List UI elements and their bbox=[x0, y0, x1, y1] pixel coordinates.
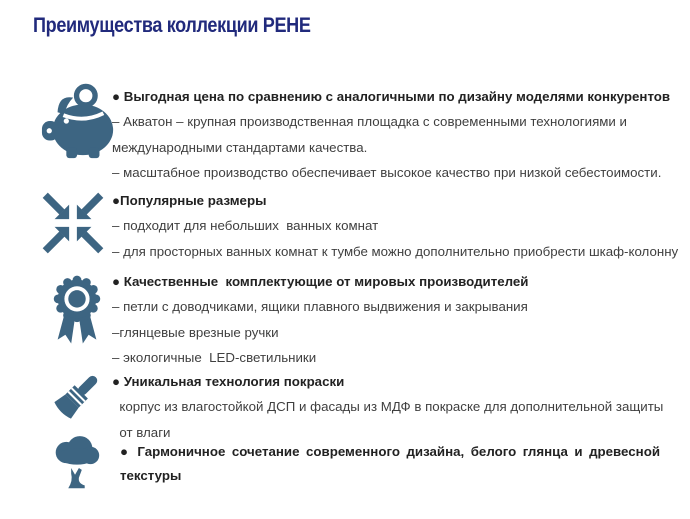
feature-line: – петли с доводчиками, ящики плавного выдвижения и закрывания bbox=[112, 299, 528, 315]
feature-block-sizes bbox=[112, 188, 684, 264]
award-medal-icon bbox=[46, 273, 108, 348]
paint-brush-icon bbox=[45, 369, 105, 429]
feature-line: – экологичные LED-светильники bbox=[112, 349, 317, 365]
feature-block-paint bbox=[112, 369, 684, 445]
feature-heading: ●Популярные размеры bbox=[112, 193, 267, 208]
feature-heading: ● Уникальная технология покраски bbox=[112, 374, 345, 389]
feature-block-design bbox=[120, 440, 660, 488]
feature-line: – для просторных ванных комнат к тумбе можно дополнительно приобрести шкаф-колонну bbox=[112, 243, 679, 259]
feature-block-price bbox=[112, 84, 684, 185]
piggy-bank-icon bbox=[40, 82, 118, 164]
feature-heading: ● Гармоничное сочетание современного дизайна, белого глянца и древесной bbox=[120, 444, 660, 459]
page-title: Преимущества коллекции РЕНЕ bbox=[33, 14, 311, 37]
feature-line: – подходит для небольших ванных комнат bbox=[112, 218, 379, 234]
feature-heading: ● Выгодная цена по сравнению с аналогичными по дизайну моделями конкурентов bbox=[112, 89, 671, 104]
tree-icon bbox=[47, 436, 105, 498]
feature-line: корпус из влагостойкой ДСП и фасады из МДФ в покраске для дополнительной защиты bbox=[112, 399, 664, 415]
feature-line: – масштабное производство обеспечивает высокое качество при низкой себестоимости. bbox=[112, 164, 662, 180]
compress-arrows-icon bbox=[42, 192, 104, 254]
feature-block-components bbox=[112, 269, 684, 370]
feature-heading-cont: текстуры bbox=[120, 468, 182, 483]
feature-line: международными стандартами качества. bbox=[112, 139, 368, 155]
feature-line: от влаги bbox=[112, 424, 171, 440]
feature-heading: ● Качественные комплектующие от мировых производителей bbox=[112, 274, 529, 289]
feature-line: – Акватон – крупная производственная площадка с современными технологиями и bbox=[112, 114, 627, 130]
feature-line: –глянцевые врезные ручки bbox=[112, 324, 279, 340]
